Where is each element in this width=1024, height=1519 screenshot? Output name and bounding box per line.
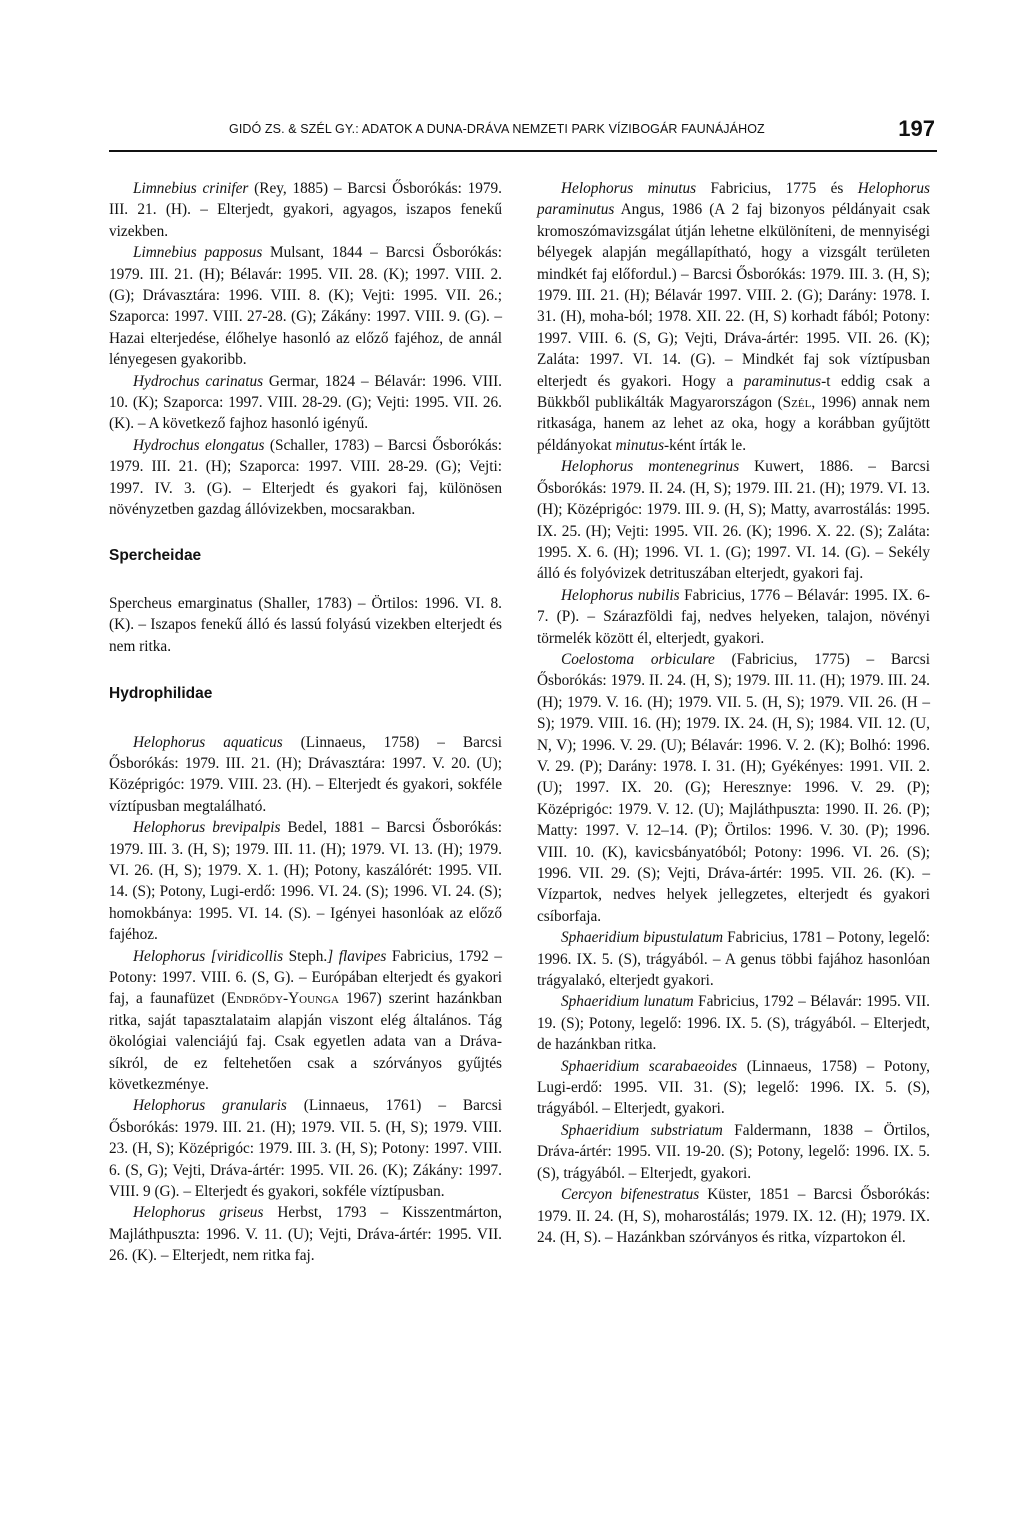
species-text: 1967) szerint hazánkban ritka, saját tapasztalataim alapján viszont elég általános. Tág ökológiai valenciájú faj. Csak egyetlen adata van a Dráva-síkról, de ez feltehetően csak a szórványos gyűjtés következménye. bbox=[109, 990, 502, 1094]
section-heading-spercheidae: Spercheidae bbox=[109, 546, 202, 564]
left-column bbox=[109, 178, 502, 1267]
species-entry-sphaeridium-scarabaeoides bbox=[537, 1056, 930, 1120]
section-heading-hydrophilidae: Hydrophilidae bbox=[109, 685, 213, 703]
species-text: Kuwert, 1886. – Barcsi Ősborókás: 1979. II. 24. (H, S); 1979. III. 21. (H); 1979. VI. 13. (H); Középrigóc: 1979. III. 9. (H, S); Matty, avarrostálás: 1995. IX. 25. (H); Vejti: 1995. VII. 26. (K); 1996. X. 22. (S); Zaláta: 1995. X. 6. (H); 1996. VI. 1. (G); 1997. VI. 14. (G). – Sekély álló és folyóvizek detrituszában elterjedt, gyakori faj. bbox=[537, 458, 930, 583]
species-text: Fabricius, 1792 – Potony: 1997. VIII. 6. (S, G). – Európában elterjedt és gyakori faj, a faunafüzet ( bbox=[109, 947, 502, 1008]
species-name: Sphaeridium scarabaeoides bbox=[561, 1057, 738, 1075]
species-name: Helophorus griseus bbox=[133, 1204, 264, 1222]
species-name: Helophorus [viridicollis bbox=[133, 947, 284, 965]
species-name: Helophorus aquaticus bbox=[133, 733, 283, 751]
page-number: 197 bbox=[898, 116, 935, 141]
species-entry-helophorus-granularis bbox=[109, 1095, 502, 1202]
species-entry-sphaeridium-bipustulatum bbox=[537, 927, 930, 991]
species-entry-coelostoma-orbiculare bbox=[537, 649, 930, 927]
running-head: GIDÓ ZS. & SZÉL GY.: ADATOK A DUNA-DRÁVA NEMZETI PARK VÍZIBOGÁR FAUNÁJÁHOZ bbox=[229, 122, 765, 136]
species-name: ] flavipes bbox=[327, 947, 387, 965]
species-text: (Schaller, 1783) – Barcsi Ősborókás: 1979. III. 21. (H); Szaporca: 1997. VIII. 28-29. (G); Vejti: 1997. IV. 3. (G). – Elterjedt és gyakori faj, különösen növényzetben gazdag állóvizekben, mocsarakban. bbox=[109, 436, 502, 519]
species-text: Faldermann, 1838 – Örtilos, Dráva-ártér: 1995. VII. 19-20. (S); Potony, legelő: 1996. IX. 5. (S), trágyából. – Elterjedt, gyakori. bbox=[537, 1121, 930, 1182]
species-name: Sphaeridium substriatum bbox=[561, 1121, 723, 1139]
species-name: Helophorus nubilis bbox=[561, 586, 680, 604]
cited-author: Szél bbox=[782, 394, 812, 412]
species-text: -t eddig csak a Bükkből publikálták Magyarországon ( bbox=[537, 372, 930, 412]
species-entry-helophorus-nubilis bbox=[537, 585, 930, 649]
species-entry-cercyon-bifenestratus bbox=[537, 1184, 930, 1248]
species-name: Hydrochus elongatus bbox=[133, 436, 265, 454]
species-text: Fabricius, 1792 – Bélavár: 1995. VII. 19. (S); Potony, legelő: 1996. IX. 5. (S), trágyából. – Elterjedt, de hazánkban ritka. bbox=[537, 993, 930, 1054]
page-header bbox=[109, 108, 937, 152]
species-name: Helophorus brevipalpis bbox=[133, 819, 281, 837]
species-entry-sphaeridium-substriatum bbox=[537, 1120, 930, 1184]
species-entry-helophorus-griseus bbox=[109, 1202, 502, 1266]
species-author: Steph. bbox=[283, 947, 328, 965]
species-entry-hydrochus-carinatus bbox=[109, 371, 502, 435]
species-entry-limnebius-crinifer bbox=[109, 178, 502, 242]
species-text: (Linnaeus, 1758) – Potony, Lugi-erdő: 1995. VII. 31. (S); legelő: 1996. IX. 5. (S), trágyából. – Elterjedt, gyakori. bbox=[537, 1057, 930, 1118]
species-name: Helophorus minutus bbox=[561, 180, 697, 197]
species-entry-helophorus-minutus bbox=[537, 178, 930, 456]
species-name: Limnebius papposus bbox=[133, 244, 263, 262]
species-entry-spercheus-emarginatus: Spercheus emarginatus (Shaller, 1783) – Örtilos: 1996. VI. 8. (K). – Iszapos fenekű álló és lassú folyású vizekben elterjedt és nem ritka. bbox=[109, 594, 502, 655]
species-text: Fabricius, 1781 – Potony, legelő: 1996. IX. 5. (S), trágyából. – A genus többi fajához hasonlóan trágyalakó, elterjedt gyakori. bbox=[537, 929, 930, 990]
species-name: Sphaeridium bipustulatum bbox=[561, 929, 724, 947]
species-entry-limnebius-papposus bbox=[109, 242, 502, 370]
species-entry-helophorus-aquaticus bbox=[109, 732, 502, 818]
cited-author: Endrődy-Younga bbox=[226, 990, 339, 1008]
species-author: Fabricius, 1775 és bbox=[696, 180, 858, 197]
species-text: (Fabricius, 1775) – Barcsi Ősborókás: 1979. II. 24. (H, S); 1979. III. 11. (H); 1979. III. 24. (H); 1979. V. 16. (H); 1979. VII. 5. (H, S); 1979. VII. 26. (H –S); 1979. VIII. 16. (H); 1979. IX. 24. (H, S); 1984. VII. 12. (U, N, V); 1996. V. 29. (U); Bélavár: 1996. V. 2. (K); Bolhó: 1996. V. 29. (P); Darány: 1978. I. 31. (H); Gyékényes: 1991. VII. 2. (U); 1997. IX. 20. (G); Heresznye: 1996. V. 29. (P); Középrigóc: 1979. V. 12. (U); Majláthpuszta: 1990. II. 26. (P); Matty: 1997. V. 12–14. (P); Örtilos: 1996. V. 30. (P); 1996. VIII. 10. (K), kavicsbányatóból; Potony: 1996. VI. 26. (S); 1996. VII. 29. (S); Vejti, Dráva-ártér: 1995. VII. 26. (K). – Vízpartok, nedves helyek jellegzetes, elterjedt és gyakori csíborfaja. bbox=[537, 650, 931, 925]
species-text: Herbst, 1793 – Kisszentmárton, Majláthpuszta: 1996. V. 11. (U); Vejti, Dráva-ártér: 1995. VII. 26. (K). – Elterjedt, nem ritka faj. bbox=[109, 1204, 502, 1265]
species-name: Helophorus granularis bbox=[133, 1097, 287, 1115]
species-text: Küster, 1851 – Barcsi Ősborókás: 1979. II. 24. (H, S), moharostálás; 1979. IX. 12. (H); 1979. IX. 24. (H, S). – Hazánkban szórványos és ritka, vízpartokon él. bbox=[537, 1186, 931, 1246]
species-name: Hydrochus carinatus bbox=[133, 372, 264, 390]
species-text: (Linnaeus, 1758) – Barcsi Ősborókás: 1979. III. 21. (H); Drávasztára: 1997. V. 20. (U); Középrigóc: 1979. VIII. 23. (H). – Elterjedt és gyakori, sokféle víztípusban megtalálható. bbox=[109, 733, 503, 815]
species-name: Limnebius crinifer bbox=[133, 180, 249, 197]
species-text: , 1996) annak nem ritkasága, hanem az lehet az oka, hogy a korábban gyűjtött példányokat bbox=[537, 394, 930, 454]
species-name: minutus bbox=[615, 436, 665, 454]
species-entry-sphaeridium-lunatum bbox=[537, 991, 930, 1055]
species-name: Coelostoma orbiculare bbox=[561, 650, 715, 668]
species-name: paraminutus bbox=[743, 372, 822, 390]
species-name: Sphaeridium lunatum bbox=[561, 993, 694, 1011]
species-text: Germar, 1824 – Bélavár: 1996. VIII. 10. (K); Szaporca: 1997. VIII. 28-29. (G); Vejti: 1995. VII. 26. (K). – A következő fajhoz hasonló igényű. bbox=[109, 372, 502, 433]
species-text: Fabricius, 1776 – Bélavár: 1995. IX. 6-7. (P). – Szárazföldi faj, nedves helyeken, talajon, növényi törmelék között él, elterjedt, gyakori. bbox=[537, 586, 930, 647]
right-column bbox=[537, 178, 930, 1248]
species-text: Bedel, 1881 – Barcsi Ősborókás: 1979. III. 3. (H, S); 1979. III. 11. (H); 1979. VI. 13. (H); 1979. VI. 26. (H, S); 1979. X. 1. (H); Potony, kaszálórét: 1995. VII. 14. (S); Potony, Lugi-erdő: 1996. VI. 24. (S); 1996. VI. 24. (S); homokbánya: 1995. VI. 14. (S). – Igényei hasonlóak az előző fajéhoz. bbox=[109, 819, 502, 944]
species-text: Mulsant, 1844 – Barcsi Ősborókás: 1979. III. 21. (H); Bélavár: 1995. VII. 28. (K); 1997. VIII. 2. (G); Drávasztára: 1996. VIII. 8. (K); Vejti: 1995. VII. 26.; Szaporca: 1997. VIII. 27-28. (G); Zákány: 1997. VIII. 9. (G). – Hazai elterjedése, élőhelye hasonló az előző fajéhoz, de annál lényegesen gyakoribb. bbox=[109, 244, 502, 369]
species-entry-helophorus-flavipes bbox=[109, 946, 502, 1096]
species-entry-helophorus-brevipalpis bbox=[109, 817, 502, 945]
species-name: Helophorus paraminutus bbox=[537, 180, 930, 219]
species-text: -ként írták le. bbox=[664, 436, 747, 454]
species-entry-hydrochus-elongatus bbox=[109, 435, 502, 521]
species-text: (Rey, 1885) – Barcsi Ősborókás: 1979. III. 21. (H). – Elterjedt, gyakori, agyagos, iszapos fenekű vizekben. bbox=[109, 180, 502, 240]
species-text: Angus, 1986 (A 2 faj bizonyos példányait csak kromoszómavizsgálat útján lehetne elkülöníteni, de mennyiségi bélyegek alapján megállapítható, hogy a vizsgált területen mindkét faj előfordul.) – Barcsi Ősborókás: 1979. III. 3. (H, S); 1979. III. 21. (H); Bélavár 1997. VIII. 2. (G); Darány: 1978. I. 31. (H), moha-ból; 1978. XII. 22. (H, S) korhadt fából; Potony: 1997. VIII. 6. (S, G); Vejti, Dráva-ártér: 1995. VII. 26. (K); Zaláta: 1997. VI. 14. (G). – Mindkét faj sok víztípusban elterjedt és gyakori. Hogy a bbox=[537, 201, 930, 390]
species-name: Cercyon bifenestratus bbox=[561, 1186, 700, 1204]
species-entry-helophorus-montenegrinus bbox=[537, 456, 930, 584]
species-text: (Linnaeus, 1761) – Barcsi Ősborókás: 1979. III. 21. (H); 1979. VII. 5. (H, S); 1979. VIII. 23. (H, S); Középrigóc: 1979. III. 3. (H, S); Potony: 1997. VIII. 6. (S, G); Vejti, Dráva-ártér: 1995. VII. 26. (K); Zákány: 1997. VIII. 9 (G). – Elterjedt és gyakori, sokféle víztípusban. bbox=[109, 1097, 502, 1201]
species-name: Helophorus montenegrinus bbox=[561, 458, 740, 476]
